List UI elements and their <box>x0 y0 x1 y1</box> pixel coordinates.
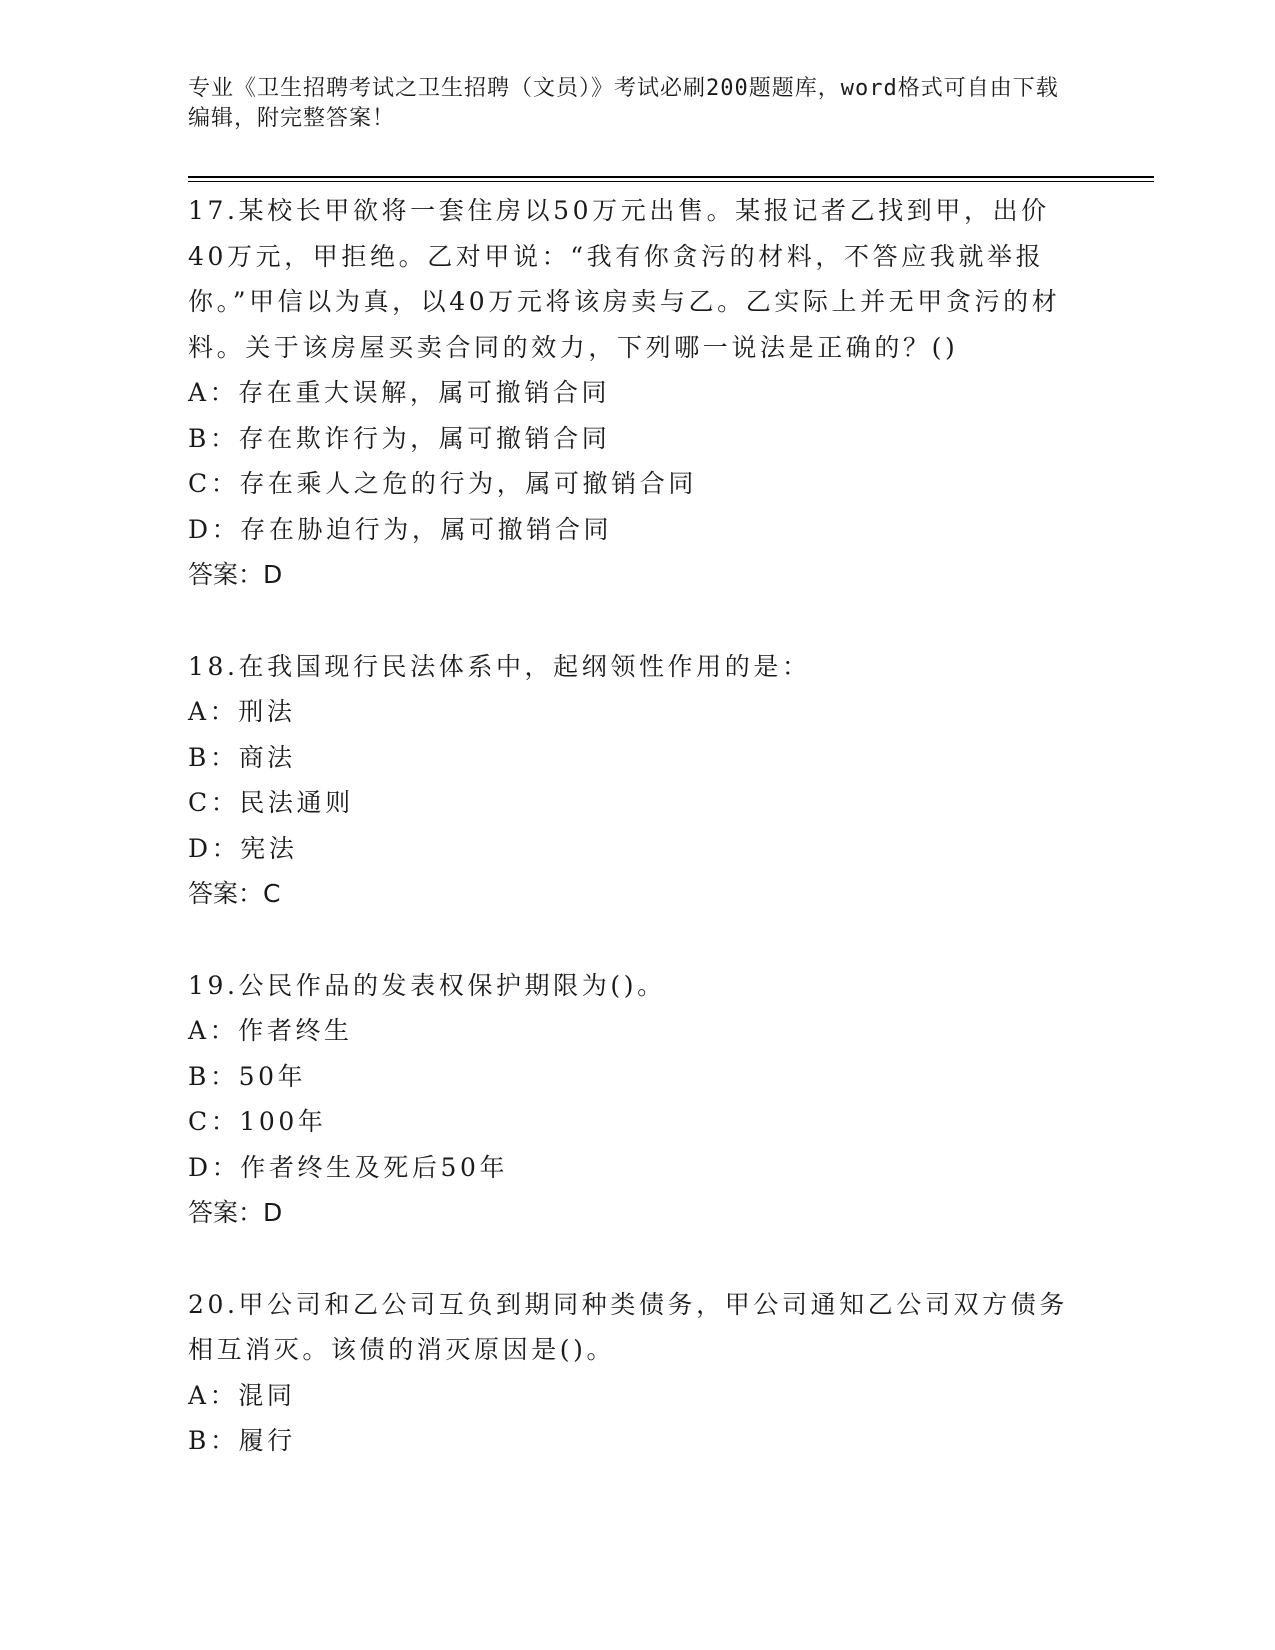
header-divider-thick <box>188 176 1154 178</box>
option-a: A：混同 <box>188 1380 296 1410</box>
option-a: A：存在重大误解，属可撤销合同 <box>188 378 611 407</box>
question-spacer <box>188 1236 1078 1282</box>
option-c: C：民法通则 <box>188 788 354 817</box>
question-17 <box>188 188 1078 598</box>
option-b: B：50年 <box>188 1061 307 1091</box>
option-c: C：100年 <box>188 1107 327 1136</box>
answer-line: 答案：D <box>188 1198 283 1227</box>
question-stem: 18.在我国现行民法体系中，起纲领性作用的是： <box>188 651 811 681</box>
option-b: B：存在欺诈行为，属可撤销合同 <box>188 423 611 453</box>
document-header: 专业《卫生招聘考试之卫生招聘（文员）》考试必刷200题题库，word格式可自由下载编辑，附完整答案！ <box>188 76 1059 131</box>
answer-line: 答案：C <box>188 879 281 908</box>
option-d: D：作者终生及死后50年 <box>188 1152 509 1182</box>
question-stem: 19.公民作品的发表权保护期限为()。 <box>188 970 666 1000</box>
option-a: A：刑法 <box>188 697 296 726</box>
question-spacer <box>188 917 1078 963</box>
option-b: B：商法 <box>188 742 296 772</box>
header-divider-thin <box>188 181 1154 182</box>
answer-line: 答案：D <box>188 560 283 589</box>
question-stem: 17.某校长甲欲将一套住房以50万元出售。某报记者乙找到甲，出价40万元，甲拒绝。乙对甲说：“我有你贪污的材料，不答应我就举报你。”甲信以为真，以40万元将该房卖与乙。乙实际上并无甲贪污的材料。关于该房屋买卖合同的效力，下列哪一说法是正确的？() <box>188 196 1061 362</box>
option-b: B：履行 <box>188 1426 296 1455</box>
question-stem: 20.甲公司和乙公司互负到期同种类债务，甲公司通知乙公司双方债务相互消灭。该债的消灭原因是()。 <box>188 1289 1068 1364</box>
question-list <box>188 188 1078 1464</box>
option-d: D：存在胁迫行为，属可撤销合同 <box>188 514 613 544</box>
option-c: C：存在乘人之危的行为，属可撤销合同 <box>188 469 697 498</box>
question-20 <box>188 1282 1078 1464</box>
question-18 <box>188 644 1078 917</box>
question-spacer <box>188 598 1078 644</box>
option-d: D：宪法 <box>188 833 298 863</box>
question-19 <box>188 963 1078 1236</box>
option-a: A：作者终生 <box>188 1016 353 1045</box>
